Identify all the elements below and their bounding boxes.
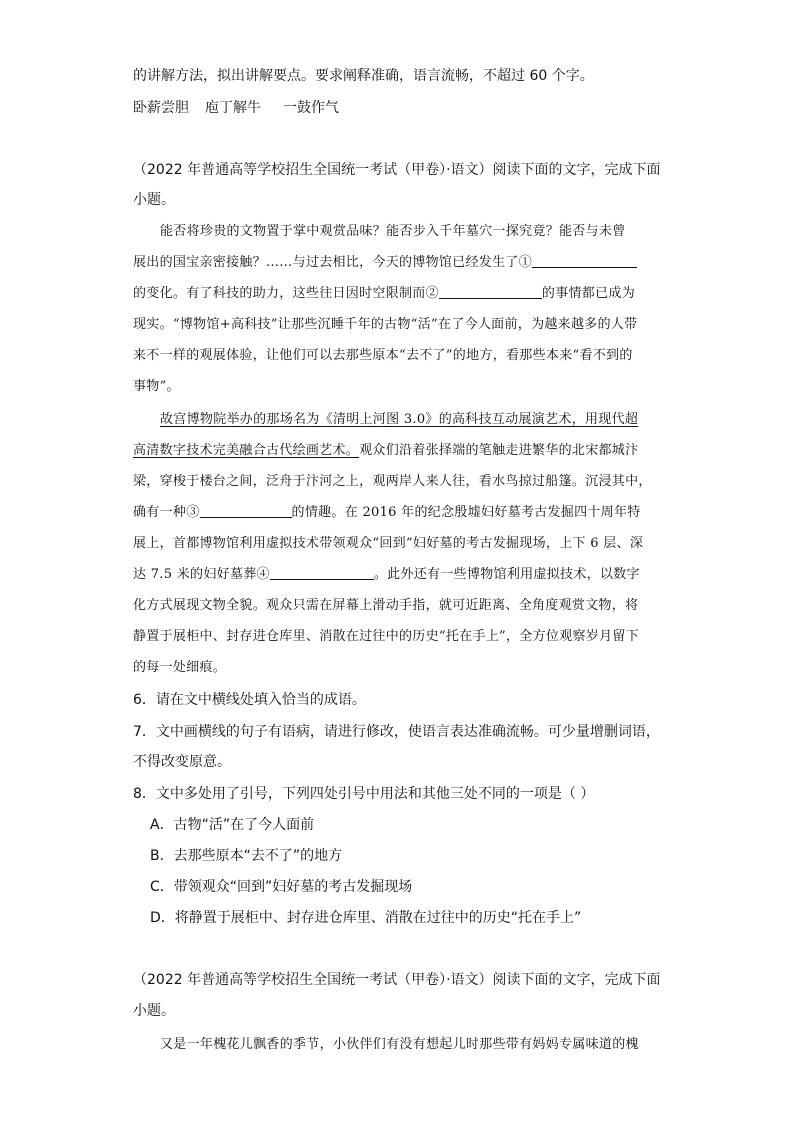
- passage-text: 观众们沿着张择端的笔触走进繁华的北宋都城汴: [359, 443, 639, 458]
- passage-line: 能否将珍贵的文物置于掌中观赏品味？能否步入千年墓穴一探究竟？能否与未曾: [160, 224, 626, 239]
- question-7-cont: 不得改变原意。: [133, 754, 231, 770]
- section-heading: （2022 年普通高等学校招生全国统一考试（甲卷）·语文）阅读下面的文字，完成下面: [133, 972, 661, 988]
- passage-line: 静置于展柜中、封存进仓库里、消散在过往中的历史“托在手上”，全方位观察岁月留下: [133, 629, 639, 644]
- option-d: D．将静置于展柜中、封存进仓库里、消散在过往中的历史“托在手上”: [150, 910, 582, 926]
- underlined-sentence: 故宫博物院举办的那场名为《清明上河图 3.0》的高科技互动展演艺术，用现代超: [160, 412, 639, 427]
- question-7: 7．文中画横线的句子有语病，请进行修改，使语言表达准确流畅。可少量增删词语，: [133, 724, 660, 740]
- passage-line: [133, 441, 638, 461]
- passage-line: 事物”。: [133, 379, 180, 394]
- passage-line: 化方式展现文物全貌。观众只需在屏幕上滑动手指，就可近距离、全角度观赏文物，将: [133, 598, 639, 613]
- passage-line: 的每一处细痕。: [133, 660, 227, 675]
- idiom-item: 卧薪尝胆: [133, 100, 189, 116]
- passage-text: 达 7.5 米的妇好墓葬④: [133, 567, 270, 582]
- passage-line: [133, 253, 637, 273]
- question-6: 6．请在文中横线处填入恰当的成语。: [133, 692, 366, 708]
- passage-line: 现实。“博物馆+高科技”让那些沉睡千年的古物“活”在了今人面前，为越来越多的人带: [133, 317, 638, 332]
- passage-line: 梁，穿梭于楼台之间，泛舟于汴河之上，观两岸人来人往，看水鸟掠过船篷。沉浸其中，: [133, 474, 652, 489]
- intro-line: 的讲解方法，拟出讲解要点。要求阐释准确，语言流畅，不超过 60 个字。: [133, 68, 594, 84]
- passage-text: 。此外还有一些博物馆利用虚拟技术，以数字: [373, 567, 640, 582]
- answer-blank: [200, 503, 292, 518]
- passage-line: 展上，首都博物馆利用虚拟技术带领观众“回到”妇好墓的考古发掘现场，上下 6 层、深: [133, 536, 644, 551]
- section-heading: （2022 年普通高等学校招生全国统一考试（甲卷）·语文）阅读下面的文字，完成下面: [133, 162, 661, 178]
- passage-line: [133, 503, 641, 523]
- option-c: C．带领观众“回到”妇好墓的考古发掘现场: [150, 879, 413, 895]
- passage-text: 的事情都已成为: [541, 286, 636, 301]
- underlined-sentence: 高清数字技术完美融合古代绘画艺术。: [133, 443, 360, 458]
- option-a: A．古物“活”在了今人面前: [150, 817, 315, 833]
- answer-blank: [439, 284, 542, 299]
- passage-line: [133, 284, 635, 304]
- passage-line: 来不一样的观展体验，让他们可以去那些原本“去不了”的地方，看那些本来“看不到的: [133, 348, 633, 363]
- passage-text: 展出的国宝亲密接触？……与过去相比，今天的博物馆已经发生了①: [133, 255, 533, 270]
- passage-line: 又是一年槐花儿飘香的季节，小伙伴们有没有想起儿时那些带有妈妈专属味道的槐: [160, 1037, 639, 1052]
- question-8: 8．文中多处用了引号，下列四处引号中用法和其他三处不同的一项是（ ）: [133, 786, 595, 802]
- idiom-item: 一鼓作气: [283, 100, 339, 116]
- section-heading-cont: 小题。: [133, 192, 175, 208]
- idiom-item: 庖丁解牛: [205, 100, 261, 116]
- idiom-list: [133, 98, 339, 118]
- passage-text: 确有一种③: [133, 505, 200, 520]
- section-heading-cont: 小题。: [133, 1003, 175, 1019]
- answer-blank: [270, 565, 374, 580]
- passage-text: 的情趣。在 2016 年的纪念殷墟妇好墓考古发掘四十周年特: [291, 505, 641, 520]
- passage-text: 的变化。有了科技的助力，这些往日因时空限制而②: [133, 286, 439, 301]
- passage-line: [133, 565, 640, 585]
- answer-blank: [532, 253, 637, 268]
- option-b: B．去那些原本“去不了”的地方: [150, 848, 343, 864]
